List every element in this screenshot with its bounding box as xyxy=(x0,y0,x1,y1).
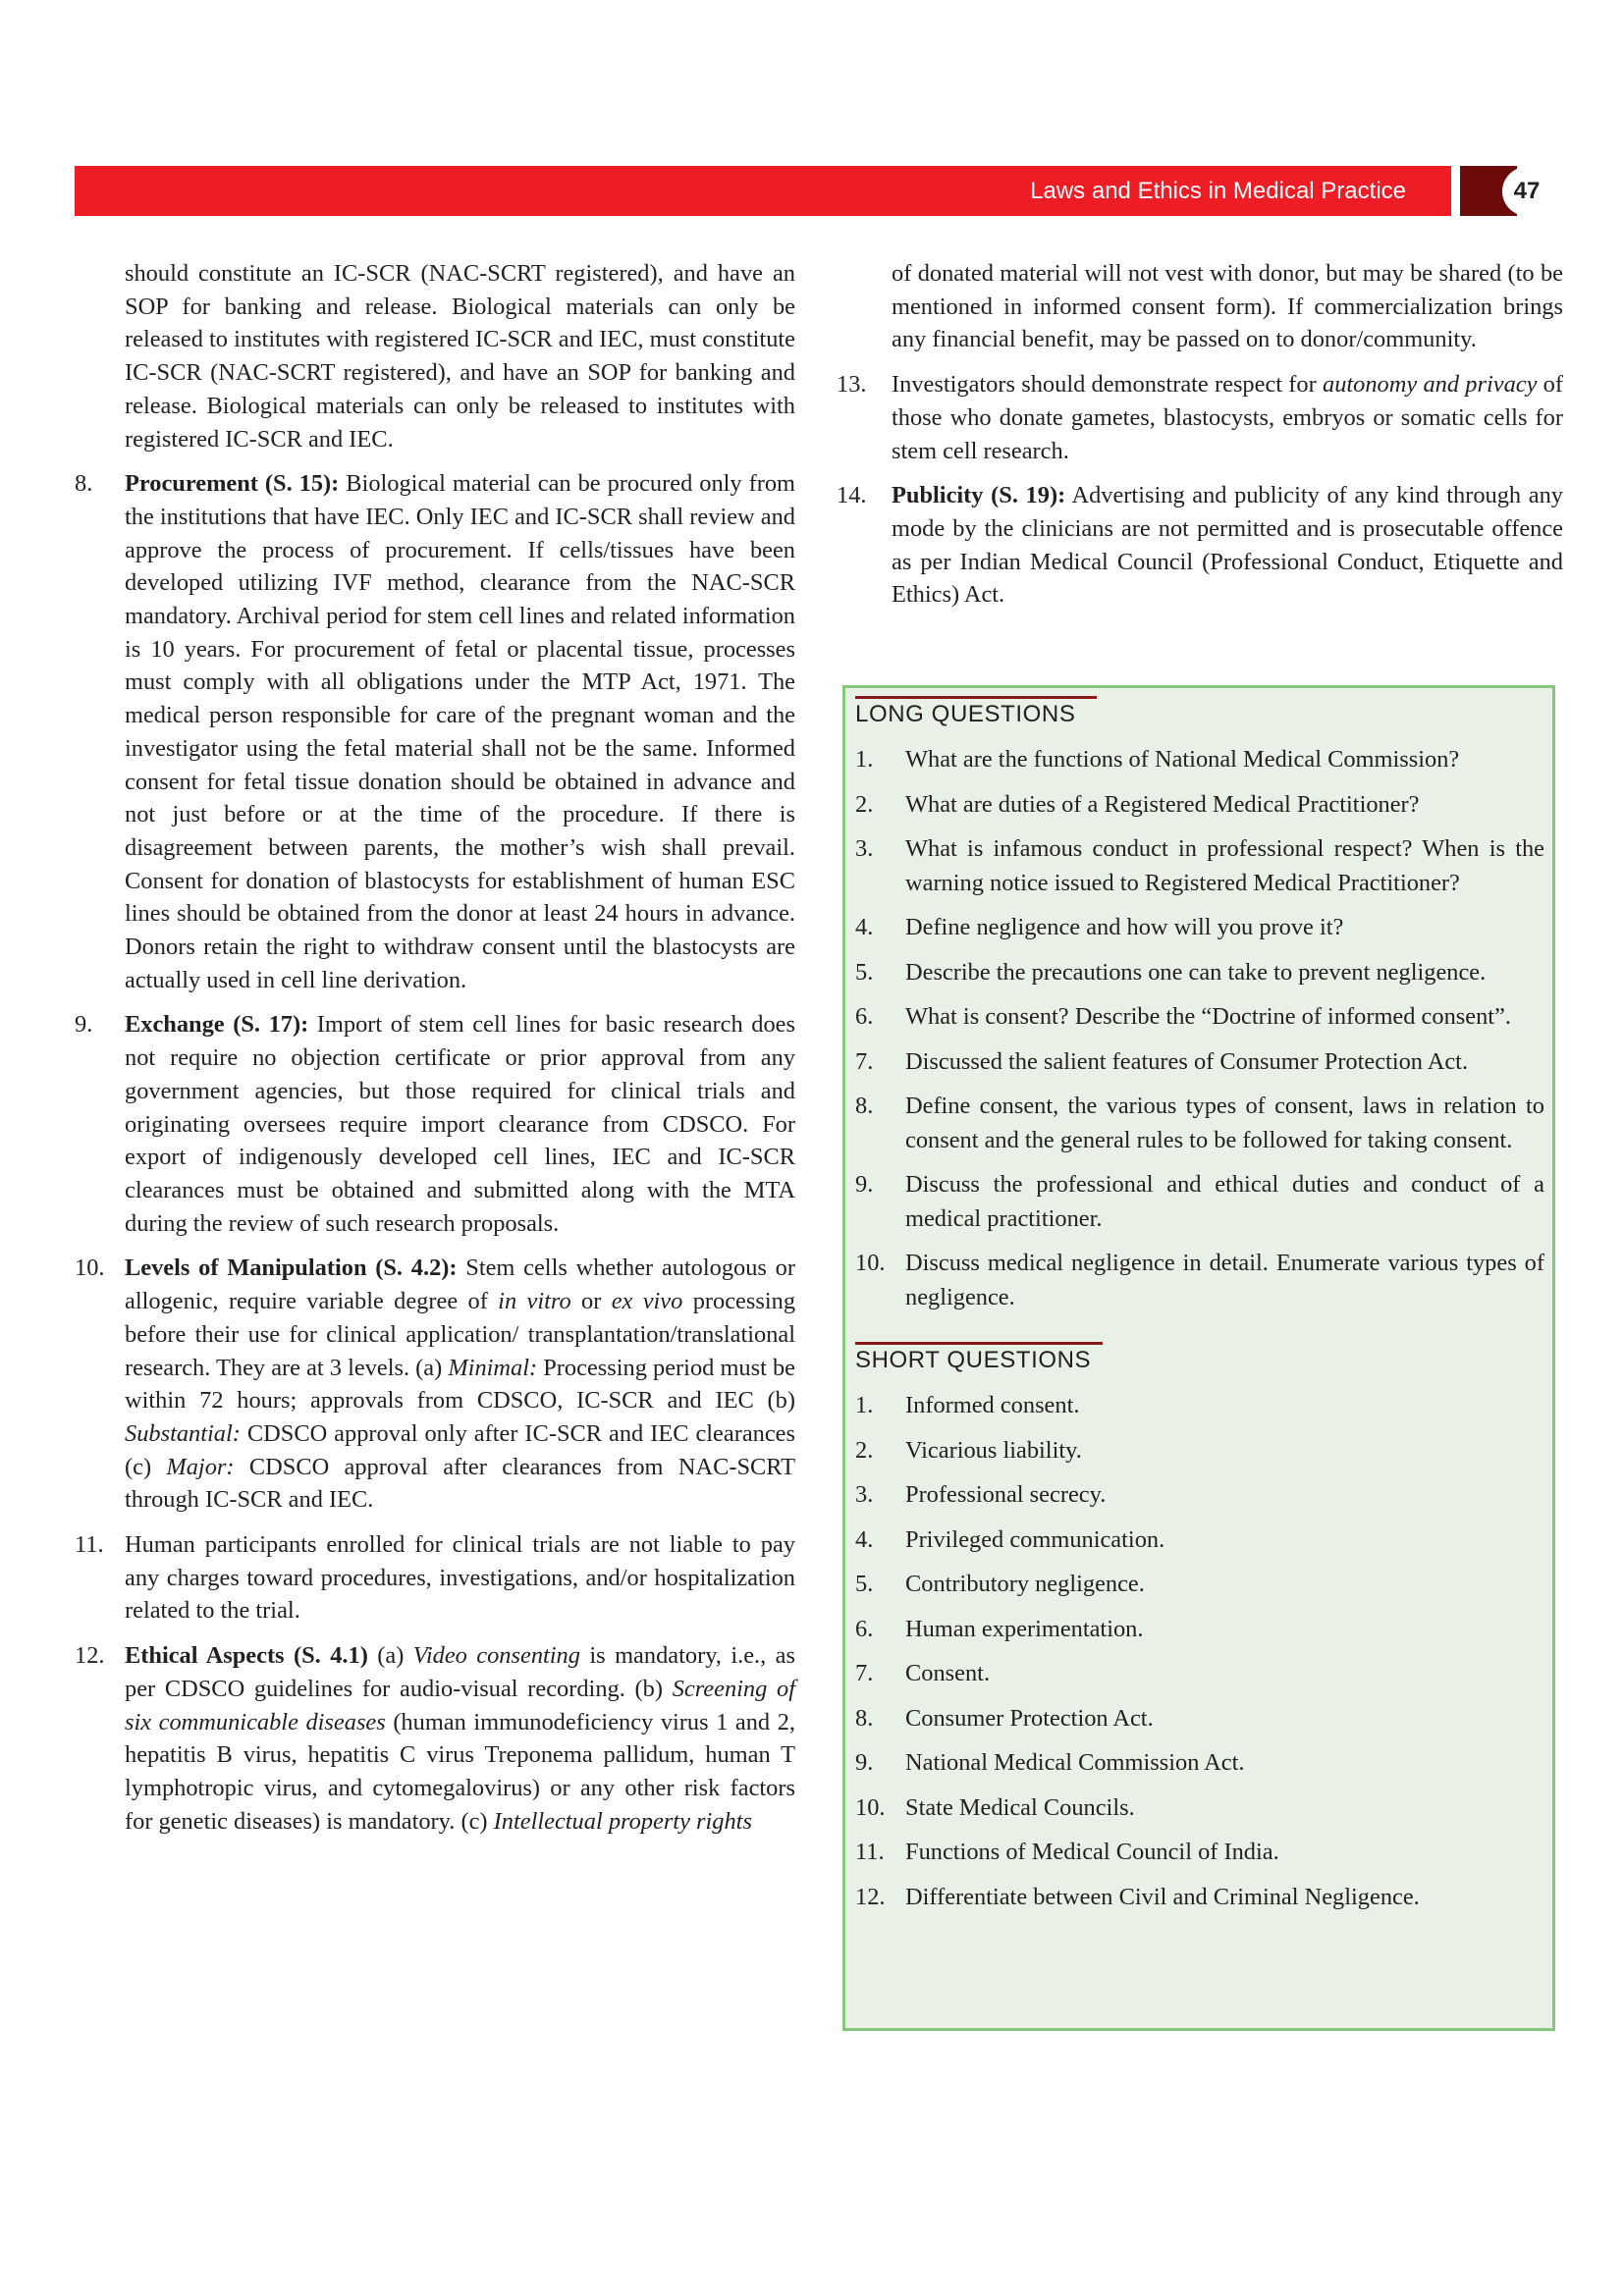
item-text: is mandatory, i.e., as per CDSCO guidelines for audio-visual recording. (b) xyxy=(125,1642,795,1702)
question-text: State Medical Councils. xyxy=(905,1793,1135,1821)
item-heading: Publicity (S. 19): xyxy=(892,482,1066,509)
item-text: or xyxy=(570,1288,612,1315)
continued-paragraph: of donated material will not vest with donor, but may be shared (to be mentioned in informed consent form). If commercialization brings any financial benefit, may be passed on to donor/community. xyxy=(892,260,1563,353)
question-number: 7. xyxy=(855,1660,874,1686)
item-text: Processing period must be within 72 hours; approvals from CDSCO, IC-SCR and IEC (b) xyxy=(125,1354,796,1415)
question-item xyxy=(845,1090,1552,1157)
right-column xyxy=(837,257,1563,612)
question-number: 1. xyxy=(855,1392,874,1418)
list-item-8 xyxy=(75,467,795,996)
item-italic: Video consenting xyxy=(412,1642,580,1670)
question-number: 1. xyxy=(855,746,874,773)
question-number: 3. xyxy=(855,835,874,862)
running-header-bar xyxy=(75,166,1451,216)
question-item xyxy=(845,1881,1552,1915)
question-text: Professional secrecy. xyxy=(905,1481,1107,1508)
item-number: 9. xyxy=(75,1011,93,1039)
item-text: Investigators should demonstrate respect for xyxy=(892,371,1323,399)
running-header-title: Laws and Ethics in Medical Practice xyxy=(1030,178,1406,204)
short-questions-heading: SHORT QUESTIONS xyxy=(855,1342,1103,1378)
item-heading: Exchange (S. 17): xyxy=(125,1011,309,1039)
question-text: Human experimentation. xyxy=(905,1615,1144,1642)
item-text: Import of stem cell lines for basic research does not require no objection certificate or prior approval from any government agencies, but those required for clinical trials and originating oversees require import clearance from CDSCO. For export of indigenously developed cell lines, IEC and IC-SCR clearances must be obtained and submitted along with the MTA during the review of such research proposals. xyxy=(125,1011,795,1237)
item-heading: Ethical Aspects (S. 4.1) xyxy=(125,1642,368,1670)
question-item xyxy=(845,1836,1552,1870)
question-item xyxy=(845,1657,1552,1691)
item-number: 14. xyxy=(837,482,867,509)
item-italic: Substantial: xyxy=(125,1419,241,1447)
question-text: Informed consent. xyxy=(905,1392,1080,1418)
continued-paragraph: should constitute an IC-SCR (NAC-SCRT registered), and have an SOP for banking and release. Biological materials can only be released to institutes with registered IC-SCR and IEC, must constitute IC-SCR (NAC-SCRT registered), and have an SOP for banking and release. Biological materials can only be released to institutes with registered IC-SCR and IEC. xyxy=(125,260,795,453)
question-item xyxy=(845,1389,1552,1423)
question-number: 8. xyxy=(855,1704,874,1732)
question-text: What is infamous conduct in professional respect? When is the warning notice issued to Registered Medical Practitioner? xyxy=(905,835,1544,896)
question-item xyxy=(845,1247,1552,1314)
short-questions-list xyxy=(845,1389,1552,1914)
item-italic: Minimal: xyxy=(448,1354,538,1381)
item-number: 11. xyxy=(75,1531,104,1559)
question-item xyxy=(845,1746,1552,1781)
question-number: 9. xyxy=(855,1171,874,1198)
question-item xyxy=(845,1523,1552,1558)
question-number: 7. xyxy=(855,1047,874,1075)
list-item-14 xyxy=(837,479,1563,612)
long-questions-list xyxy=(845,743,1552,1314)
question-number: 5. xyxy=(855,1571,874,1597)
item-text: processing before their use for clinical application/ transplantation/translational research. They are at 3 levels. (a) xyxy=(125,1288,796,1381)
question-item xyxy=(845,956,1552,990)
question-text: Consent. xyxy=(905,1660,991,1686)
question-text: Define consent, the various types of consent, laws in relation to consent and the general rules to be followed for taking consent. xyxy=(905,1093,1544,1153)
question-text: Privileged communication. xyxy=(905,1525,1165,1553)
question-number: 8. xyxy=(855,1093,874,1119)
question-number: 12. xyxy=(855,1883,886,1910)
list-item-13 xyxy=(837,368,1563,467)
item-text: Human participants enrolled for clinical trials are not liable to pay any charges toward procedures, investigations, and/or hospitalization related to the trial. xyxy=(125,1531,795,1625)
left-column xyxy=(75,257,795,1838)
question-number: 6. xyxy=(855,1003,874,1030)
question-item xyxy=(845,1613,1552,1647)
item-italic: ex vivo xyxy=(611,1288,683,1315)
question-text: What are the functions of National Medical Commission? xyxy=(905,746,1460,773)
question-number: 2. xyxy=(855,790,874,818)
question-number: 11. xyxy=(855,1839,885,1865)
item-number: 13. xyxy=(837,371,867,399)
item-text: Advertising and publicity of any kind through any mode by the clinicians are not permitted and is prosecutable offence as per Indian Medical Council (Professional Conduct, Etiquette and Ethics) Act. xyxy=(892,482,1563,609)
question-number: 2. xyxy=(855,1436,874,1464)
item-italic: in vitro xyxy=(498,1288,571,1315)
item-heading: Procurement (S. 15): xyxy=(125,470,340,498)
question-item xyxy=(845,1434,1552,1468)
question-item xyxy=(845,788,1552,823)
long-questions-heading: LONG QUESTIONS xyxy=(855,696,1097,732)
item-italic: Screening of six communicable diseases xyxy=(125,1675,795,1735)
item-number: 12. xyxy=(75,1642,105,1670)
item-italic: Major: xyxy=(166,1453,235,1480)
question-text: Contributory negligence. xyxy=(905,1571,1145,1597)
question-text: National Medical Commission Act. xyxy=(905,1749,1245,1776)
item-text: Stem cells whether autologous or allogenic, require variable degree of xyxy=(125,1255,795,1315)
item-number: 10. xyxy=(75,1255,105,1282)
question-number: 10. xyxy=(855,1793,886,1821)
item-italic: autonomy and privacy xyxy=(1323,371,1538,399)
question-text: Differentiate between Civil and Criminal Negligence. xyxy=(905,1883,1420,1910)
question-number: 4. xyxy=(855,914,874,940)
question-text: Vicarious liability. xyxy=(905,1436,1082,1464)
question-text: Discuss medical negligence in detail. Enumerate various types of negligence. xyxy=(905,1250,1544,1310)
question-item xyxy=(845,911,1552,945)
list-item-10 xyxy=(75,1252,795,1517)
question-number: 9. xyxy=(855,1749,874,1776)
item-heading: Levels of Manipulation (S. 4.2): xyxy=(125,1255,458,1282)
item-text: Biological material can be procured only from the institutions that have IEC. Only IEC and IC-SCR shall review and approve the process of procurement. If cells/tissues have been developed utilizing IVF method, clearance from the NAC-SCR mandatory. Archival period for stem cell lines and related information is 10 years. For procurement of fetal or placental tissue, processes must comply with all obligations under the MTP Act, 1971. The medical person responsible for care of the pregnant woman and the investigator using the fetal material shall not be the same. Informed consent for fetal tissue donation should be obtained in advance and not just before or at the time of the procedure. If there is disagreement between parents, the mother’s wish shall prevail. Consent for donation of blastocysts for establishment of human ESC lines should be obtained from the donor at least 24 hours in advance. Donors retain the right to withdraw consent until the blastocysts are actually used in cell line derivation. xyxy=(125,470,795,993)
question-number: 6. xyxy=(855,1615,874,1642)
question-text: Consumer Protection Act. xyxy=(905,1704,1154,1732)
question-item xyxy=(845,832,1552,900)
questions-box xyxy=(842,685,1555,2031)
item-italic: Intellectual property rights xyxy=(493,1807,752,1835)
question-item xyxy=(845,1045,1552,1080)
item-text: CDSCO approval after clearances from NAC-SCRT through IC-SCR and IEC. xyxy=(125,1453,796,1514)
page-number: 47 xyxy=(1513,178,1541,204)
question-text: What is consent? Describe the “Doctrine of informed consent”. xyxy=(905,1003,1511,1030)
question-number: 5. xyxy=(855,958,874,986)
question-item xyxy=(845,1478,1552,1513)
list-item-12 xyxy=(75,1639,795,1838)
question-text: Define negligence and how will you prove it? xyxy=(905,914,1344,940)
question-text: Describe the precautions one can take to prevent negligence. xyxy=(905,958,1487,986)
question-number: 3. xyxy=(855,1481,874,1508)
item-text: of those who donate gametes, blastocysts, embryos or somatic cells for stem cell research. xyxy=(892,371,1563,464)
question-number: 10. xyxy=(855,1250,886,1276)
question-item xyxy=(845,1791,1552,1826)
question-text: What are duties of a Registered Medical Practitioner? xyxy=(905,790,1420,818)
list-item-11 xyxy=(75,1528,795,1628)
item-text: CDSCO approval only after IC-SCR and IEC clearances (c) xyxy=(125,1419,795,1480)
question-number: 4. xyxy=(855,1525,874,1553)
question-item xyxy=(845,1568,1552,1602)
item-text: (a) xyxy=(367,1642,413,1670)
question-item xyxy=(845,1702,1552,1736)
list-item-9 xyxy=(75,1008,795,1240)
question-text: Discussed the salient features of Consumer Protection Act. xyxy=(905,1047,1469,1075)
item-number: 8. xyxy=(75,470,93,498)
question-item xyxy=(845,743,1552,777)
question-text: Functions of Medical Council of India. xyxy=(905,1839,1279,1865)
question-item xyxy=(845,1168,1552,1236)
question-item xyxy=(845,1000,1552,1035)
question-text: Discuss the professional and ethical duties and conduct of a medical practitioner. xyxy=(905,1171,1544,1232)
item-text: (human immunodeficiency virus 1 and 2, hepatitis B virus, hepatitis C virus Treponema pallidum, human T lymphotropic virus, and cytomegalovirus) or any other risk factors for genetic diseases) is mandatory. (c) xyxy=(125,1708,795,1835)
